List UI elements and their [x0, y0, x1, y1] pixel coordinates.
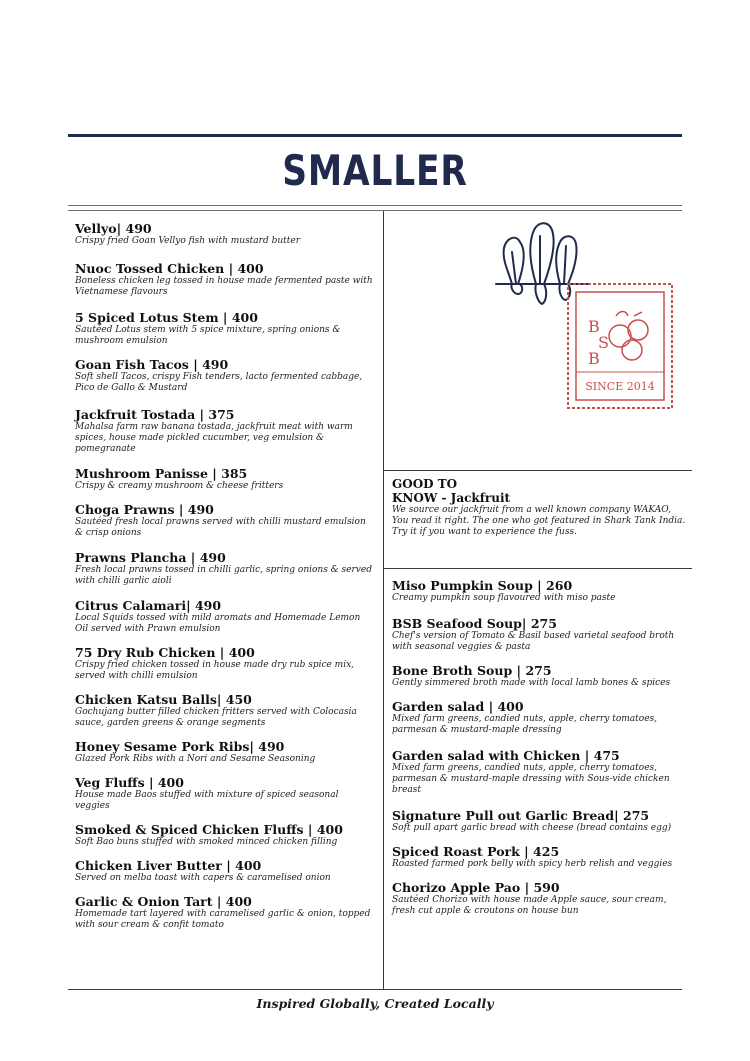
item-name: 75 Dry Rub Chicken | 400 [75, 645, 255, 660]
item-name: Vellyo| 490 [75, 221, 152, 236]
item-name: Smoked & Spiced Chicken Fluffs | 400 [75, 822, 343, 837]
item-description: Crispy fried Goan Vellyo fish with mustard butter [75, 236, 301, 246]
vegetables-icon [496, 223, 588, 304]
item-name: Chicken Liver Butter | 400 [75, 858, 262, 873]
item-description: Mixed farm greens, candied nuts, apple, cherry tomatoes, parmesan & mustard-maple dressing [392, 714, 658, 735]
item-name: Jackfruit Tostada | 375 [75, 407, 235, 422]
item-description: Sautéed Lotus stem with 5 spice mixture, spring onions & mushroom emulsion [75, 325, 341, 346]
menu-item [75, 775, 375, 812]
stamp-letter: B [588, 317, 600, 336]
good-to-know-bottom-divider [383, 568, 692, 569]
item-name: Bone Broth Soup | 275 [392, 663, 552, 678]
item-name: Garlic & Onion Tart | 400 [75, 894, 252, 909]
item-description: Soft Bao buns stuffed with smoked minced chicken filling [75, 837, 338, 847]
item-name: Chicken Katsu Balls| 450 [75, 692, 252, 707]
item-name: Veg Fluffs | 400 [75, 775, 184, 790]
item-description: House made Baos stuffed with mixture of spiced seasonal veggies [75, 790, 339, 811]
menu-item [392, 844, 692, 870]
item-name: Nuoc Tossed Chicken | 400 [75, 261, 264, 276]
stamp-since-text: SINCE 2014 [585, 380, 655, 393]
menu-item [75, 357, 375, 394]
menu-item [75, 822, 375, 848]
menu-item [75, 221, 375, 247]
item-name: Mushroom Panisse | 385 [75, 466, 248, 481]
stamp-letter: S [598, 333, 609, 352]
good-to-know-title-line2: KNOW - Jackfruit [392, 491, 511, 505]
page-title: SMALLER [282, 146, 468, 195]
left-menu-column [75, 221, 375, 931]
item-description: Mixed farm greens, candied nuts, apple, cherry tomatoes, parmesan & mustard-maple dressing with Sous-vide chicken breast [392, 763, 670, 795]
menu-item [75, 466, 375, 492]
stamp-letter: B [588, 349, 600, 368]
item-description: Local Squids tossed with mild aromats and Homemade Lemon Oil served with Prawn emulsion [75, 613, 361, 634]
vegetables-illustration [494, 218, 676, 414]
menu-item [392, 578, 692, 604]
item-description: Mahalsa farm raw banana tostada, jackfruit meat with warm spices, house made pickled cucumber, veg emulsion & pomegranate [75, 422, 353, 454]
menu-item [75, 407, 375, 455]
item-description: Gently simmered broth made with local lamb bones & spices [392, 678, 671, 688]
item-description: Sautéed fresh local prawns served with chilli mustard emulsion & crisp onions [75, 517, 366, 538]
tagline: Inspired Globally, Created Locally [256, 996, 494, 1011]
column-divider [383, 211, 384, 989]
item-name: Honey Sesame Pork Ribs| 490 [75, 739, 285, 754]
menu-item [75, 692, 375, 729]
item-description: Soft pull apart garlic bread with cheese (bread contains egg) [392, 823, 672, 833]
item-description: Glazed Pork Ribs with a Nori and Sesame Seasoning [75, 754, 316, 764]
menu-item [75, 261, 375, 298]
item-description: Gochujang butter filled chicken fritters served with Colocasia sauce, garden greens & orange segments [75, 707, 357, 728]
item-name: Garden salad with Chicken | 475 [392, 748, 620, 763]
item-description: Sautéed Chorizo with house made Apple sauce, sour cream, fresh cut apple & croutons on house bun [392, 895, 667, 916]
bottom-divider [68, 989, 682, 990]
item-description: Homemade tart layered with caramelised garlic & onion, topped with sour cream & confit tomato [75, 909, 371, 930]
menu-item [75, 645, 375, 682]
item-name: Citrus Calamari| 490 [75, 598, 222, 613]
item-description: Creamy pumpkin soup flavoured with miso paste [392, 593, 616, 603]
top-divider [68, 134, 682, 137]
menu-item [392, 808, 692, 834]
item-name: Garden salad | 400 [392, 699, 524, 714]
item-description: Crispy fried chicken tossed in house made dry rub spice mix, served with chilli emulsion [75, 660, 355, 681]
menu-item [75, 310, 375, 347]
item-description: Boneless chicken leg tossed in house made fermented paste with Vietnamese flavours [75, 276, 373, 297]
item-description: Fresh local prawns tossed in chilli garlic, spring onions & served with chilli garlic aioli [75, 565, 372, 586]
item-name: Choga Prawns | 490 [75, 502, 214, 517]
menu-item [75, 858, 375, 884]
menu-item [75, 598, 375, 635]
good-to-know-title-line1: GOOD TO [392, 477, 458, 491]
title-divider-upper [68, 205, 682, 206]
menu-item [75, 550, 375, 587]
menu-item [75, 739, 375, 765]
item-name: Signature Pull out Garlic Bread| 275 [392, 808, 650, 823]
menu-item [392, 663, 692, 689]
item-description: Soft shell Tacos, crispy Fish tenders, lacto fermented cabbage, Pico de Gallo & Mustard [75, 372, 363, 393]
good-to-know-description: We source our jackfruit from a well known company WAKAO, You read it right. The one who got featured in Shark Tank India. Try it if you want to experience the fuss. [392, 505, 686, 537]
good-to-know-top-divider [383, 470, 692, 471]
title-divider-lower [68, 210, 682, 211]
right-menu-column [392, 578, 692, 917]
item-name: Prawns Plancha | 490 [75, 550, 226, 565]
item-description: Chef's version of Tomato & Basil based varietal seafood broth with seasonal veggies & pasta [392, 631, 675, 652]
menu-item [392, 616, 692, 653]
menu-item [75, 502, 375, 539]
item-name: Miso Pumpkin Soup | 260 [392, 578, 573, 593]
item-name: Goan Fish Tacos | 490 [75, 357, 229, 372]
item-name: Chorizo Apple Pao | 590 [392, 880, 560, 895]
good-to-know-note [392, 477, 688, 538]
item-name: Spiced Roast Pork | 425 [392, 844, 560, 859]
item-description: Served on melba toast with capers & caramelised onion [75, 873, 331, 883]
menu-item [392, 699, 692, 736]
item-description: Crispy & creamy mushroom & cheese fritters [75, 481, 284, 491]
menu-item [392, 880, 692, 917]
item-description: Roasted farmed pork belly with spicy herb relish and veggies [392, 859, 673, 869]
menu-item [392, 748, 692, 796]
item-name: BSB Seafood Soup| 275 [392, 616, 557, 631]
menu-item [75, 894, 375, 931]
item-name: 5 Spiced Lotus Stem | 400 [75, 310, 258, 325]
